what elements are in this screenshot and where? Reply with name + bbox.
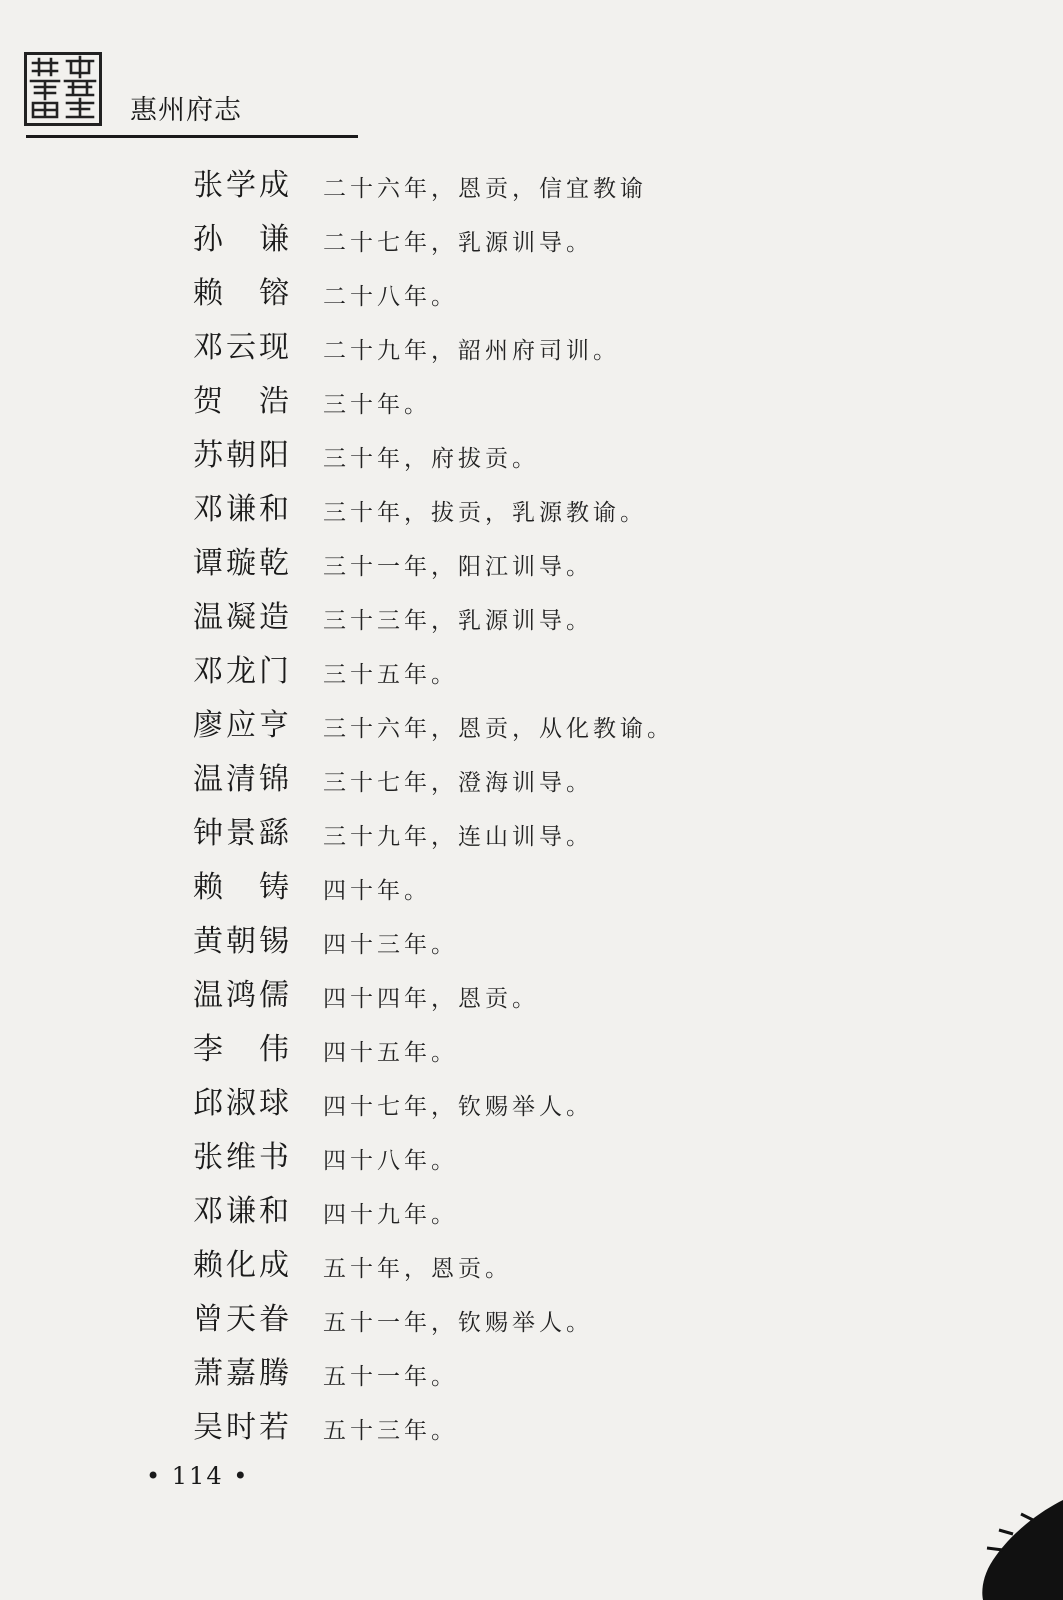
entry-note: 二十七年，乳源训导。	[323, 230, 593, 256]
list-item	[0, 918, 1063, 966]
list-item	[0, 1350, 1063, 1398]
entry-name: 赖化成	[193, 1248, 289, 1283]
entry-name: 孙 谦	[193, 222, 289, 257]
entry-name: 赖 铸	[193, 870, 289, 905]
list-item	[0, 756, 1063, 804]
entry-name: 谭璇乾	[193, 546, 289, 581]
header-divider	[26, 135, 358, 138]
list-item	[0, 1026, 1063, 1074]
entry-name: 邓云现	[193, 330, 289, 365]
entry-name: 张学成	[193, 168, 289, 203]
entry-note: 三十六年，恩贡，从化教谕。	[323, 716, 674, 742]
list-item	[0, 1134, 1063, 1182]
entry-note: 三十年，拔贡，乳源教谕。	[323, 500, 647, 526]
list-item	[0, 378, 1063, 426]
entry-name: 温鸿儒	[193, 978, 289, 1013]
list-item	[0, 1242, 1063, 1290]
entry-name: 邱淑球	[193, 1086, 289, 1121]
entry-note: 三十三年，乳源训导。	[323, 608, 593, 634]
list-item	[0, 432, 1063, 480]
list-item	[0, 1188, 1063, 1236]
entry-note: 三十九年，连山训导。	[323, 824, 593, 850]
entry-name: 赖 镕	[193, 276, 289, 311]
entry-note: 二十八年。	[323, 284, 458, 310]
list-item	[0, 972, 1063, 1020]
entry-name: 曾天眷	[193, 1302, 289, 1337]
entry-note: 三十七年，澄海训导。	[323, 770, 593, 796]
entry-name: 邓谦和	[193, 1194, 289, 1229]
entry-note: 三十五年。	[323, 662, 458, 688]
entry-note: 三十年，府拔贡。	[323, 446, 539, 472]
entry-name: 温凝造	[193, 600, 289, 635]
header-title: 惠州府志	[130, 95, 242, 126]
entry-name: 吴时若	[193, 1410, 289, 1445]
list-item	[0, 216, 1063, 264]
entry-name: 贺 浩	[193, 384, 289, 419]
entry-note: 二十六年，恩贡，信宜教谕	[323, 176, 647, 202]
list-item	[0, 540, 1063, 588]
entry-name: 廖应亨	[193, 708, 289, 743]
entry-name: 温清锦	[193, 762, 289, 797]
entry-note: 五十三年。	[323, 1418, 458, 1444]
entry-name: 钟景繇	[193, 816, 289, 851]
list-item	[0, 324, 1063, 372]
entry-name: 李 伟	[193, 1032, 289, 1067]
entry-note: 三十一年，阳江训导。	[323, 554, 593, 580]
entry-name: 苏朝阳	[193, 438, 289, 473]
list-item	[0, 270, 1063, 318]
entry-name: 邓谦和	[193, 492, 289, 527]
entry-note: 五十一年。	[323, 1364, 458, 1390]
entry-name: 萧嘉腾	[193, 1356, 289, 1391]
entry-note: 四十年。	[323, 878, 431, 904]
entry-name: 张维书	[193, 1140, 289, 1175]
list-item	[0, 1404, 1063, 1452]
entry-note: 四十三年。	[323, 932, 458, 958]
entry-note: 四十八年。	[323, 1148, 458, 1174]
entry-note: 五十一年，钦赐举人。	[323, 1310, 593, 1336]
list-item	[0, 864, 1063, 912]
list-item	[0, 1296, 1063, 1344]
entry-note: 三十年。	[323, 392, 431, 418]
list-item	[0, 1080, 1063, 1128]
list-item	[0, 486, 1063, 534]
entry-name: 黄朝锡	[193, 924, 289, 959]
entry-note: 四十七年，钦赐举人。	[323, 1094, 593, 1120]
seal-logo-icon	[24, 52, 102, 126]
list-item	[0, 702, 1063, 750]
list-item	[0, 648, 1063, 696]
entry-note: 二十九年，韶州府司训。	[323, 338, 620, 364]
entry-note: 五十年，恩贡。	[323, 1256, 512, 1282]
page-number: • 114 •	[146, 1462, 250, 1490]
list-item	[0, 162, 1063, 210]
list-item	[0, 810, 1063, 858]
entry-name: 邓龙门	[193, 654, 289, 689]
entry-note: 四十五年。	[323, 1040, 458, 1066]
scan-smudge-icon	[973, 1490, 1063, 1600]
list-item	[0, 594, 1063, 642]
entry-note: 四十四年，恩贡。	[323, 986, 539, 1012]
entry-note: 四十九年。	[323, 1202, 458, 1228]
